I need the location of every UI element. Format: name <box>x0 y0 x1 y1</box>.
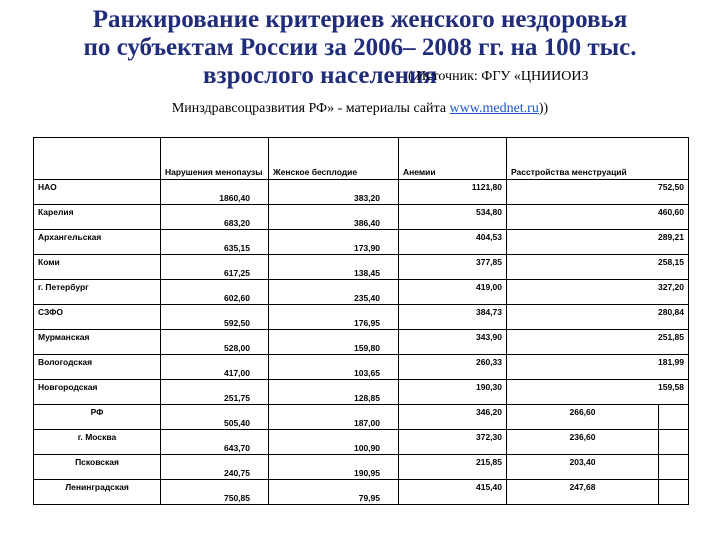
cell-infertility: 176,95 <box>269 305 399 330</box>
cell-infertility: 100,90 <box>269 430 399 455</box>
cell-menstrual: 247,68 <box>507 480 659 505</box>
cell-region: Вологодская <box>34 355 161 380</box>
cell-region: г. Москва <box>34 430 161 455</box>
cell-empty <box>659 455 689 480</box>
cell-anemia: 260,33 <box>399 355 507 380</box>
cell-menopause: 505,40 <box>161 405 269 430</box>
cell-menopause: 602,60 <box>161 280 269 305</box>
table-row <box>34 180 689 205</box>
cell-menopause: 240,75 <box>161 455 269 480</box>
cell-region: Ленинградская <box>34 480 161 505</box>
table-row <box>34 280 689 305</box>
cell-anemia: 372,30 <box>399 430 507 455</box>
cell-menopause: 643,70 <box>161 430 269 455</box>
cell-anemia: 343,90 <box>399 330 507 355</box>
cell-infertility: 187,00 <box>269 405 399 430</box>
cell-menopause: 617,25 <box>161 255 269 280</box>
slide-title <box>0 6 720 90</box>
morbidity-table <box>33 137 689 505</box>
cell-region: г. Петербург <box>34 280 161 305</box>
cell-empty <box>659 405 689 430</box>
table-row <box>34 380 689 405</box>
cell-menstrual: 327,20 <box>507 280 689 305</box>
cell-infertility: 173,90 <box>269 230 399 255</box>
cell-menopause: 528,00 <box>161 330 269 355</box>
cell-infertility: 159,80 <box>269 330 399 355</box>
cell-empty <box>659 430 689 455</box>
cell-infertility: 138,45 <box>269 255 399 280</box>
cell-region: Новгородская <box>34 380 161 405</box>
header-region <box>34 138 161 180</box>
cell-region: СЗФО <box>34 305 161 330</box>
cell-region: Мурманская <box>34 330 161 355</box>
cell-anemia: 377,85 <box>399 255 507 280</box>
table-row <box>34 480 689 505</box>
cell-infertility: 128,85 <box>269 380 399 405</box>
cell-infertility: 235,40 <box>269 280 399 305</box>
table-row <box>34 430 689 455</box>
title-line-1: Ранжирование критериев женского нездоровья <box>92 6 628 33</box>
cell-region: Карелия <box>34 205 161 230</box>
cell-anemia: 346,20 <box>399 405 507 430</box>
cell-menopause: 417,00 <box>161 355 269 380</box>
cell-menstrual: 159,58 <box>507 380 689 405</box>
cell-region: РФ <box>34 405 161 430</box>
source-text: Минздравсоцразвития РФ» - материалы сайта <box>171 101 450 116</box>
cell-menopause: 1860,40 <box>161 180 269 205</box>
cell-infertility: 103,65 <box>269 355 399 380</box>
header-menopause: Нарушения менопаузы <box>161 138 269 180</box>
cell-anemia: 419,00 <box>399 280 507 305</box>
cell-infertility: 386,40 <box>269 205 399 230</box>
cell-menstrual: 752,50 <box>507 180 689 205</box>
cell-menstrual: 289,21 <box>507 230 689 255</box>
source-closing: )) <box>538 101 549 116</box>
cell-region: НАО <box>34 180 161 205</box>
cell-anemia: 404,53 <box>399 230 507 255</box>
cell-anemia: 190,30 <box>399 380 507 405</box>
table-row <box>34 355 689 380</box>
cell-region: Коми <box>34 255 161 280</box>
cell-menstrual: 181,99 <box>507 355 689 380</box>
cell-anemia: 534,80 <box>399 205 507 230</box>
table-row <box>34 205 689 230</box>
table-row <box>34 255 689 280</box>
cell-menstrual: 251,85 <box>507 330 689 355</box>
source-link[interactable]: www.mednet.ru <box>449 101 539 116</box>
cell-region: Архангельская <box>34 230 161 255</box>
title-line-3: взрослого населения <box>203 62 437 89</box>
table-row <box>34 455 689 480</box>
cell-menstrual: 258,15 <box>507 255 689 280</box>
cell-menopause: 635,15 <box>161 230 269 255</box>
header-infertility: Женское бесплодие <box>269 138 399 180</box>
table-row <box>34 330 689 355</box>
table-row <box>34 305 689 330</box>
cell-region: Псковская <box>34 455 161 480</box>
cell-anemia: 1121,80 <box>399 180 507 205</box>
cell-menstrual: 203,40 <box>507 455 659 480</box>
header-anemia: Анемии <box>399 138 507 180</box>
cell-menstrual: 460,60 <box>507 205 689 230</box>
cell-infertility: 79,95 <box>269 480 399 505</box>
cell-anemia: 415,40 <box>399 480 507 505</box>
cell-menstrual: 280,84 <box>507 305 689 330</box>
table-row <box>34 405 689 430</box>
cell-anemia: 215,85 <box>399 455 507 480</box>
cell-menopause: 251,75 <box>161 380 269 405</box>
source-note-part1: ( Источник: ФГУ «ЦНИИОИЗ <box>408 69 589 84</box>
table-row <box>34 230 689 255</box>
cell-menstrual: 266,60 <box>507 405 659 430</box>
cell-infertility: 190,95 <box>269 455 399 480</box>
cell-menstrual: 236,60 <box>507 430 659 455</box>
header-menstrual: Расстройства менструаций <box>507 138 689 180</box>
cell-empty <box>659 480 689 505</box>
cell-infertility: 383,20 <box>269 180 399 205</box>
source-note-part2 <box>0 101 720 117</box>
cell-anemia: 384,73 <box>399 305 507 330</box>
cell-menopause: 750,85 <box>161 480 269 505</box>
cell-menopause: 592,50 <box>161 305 269 330</box>
title-line-2: по субъектам России за 2006– 2008 гг. на 100 тыс. <box>83 34 637 61</box>
cell-menopause: 683,20 <box>161 205 269 230</box>
table-header-row <box>34 138 689 180</box>
